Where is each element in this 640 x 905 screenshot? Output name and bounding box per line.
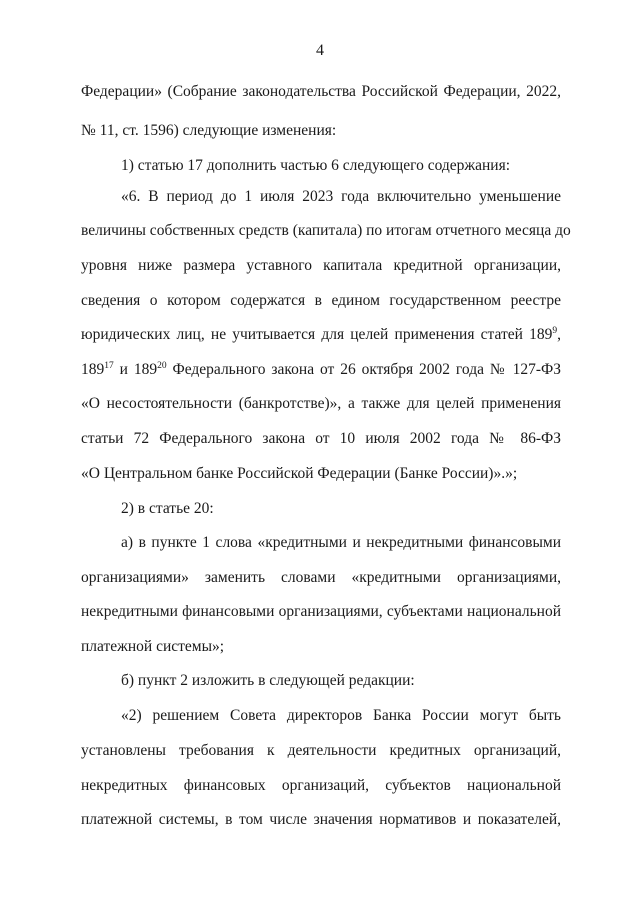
text-line: некредитными финансовыми организациями, субъектами национальной <box>81 603 561 620</box>
quoted-text-line: некредитных финансовых организаций, субъектов национальной <box>81 777 561 794</box>
quoted-text-line: уровня ниже размера уставного капитала кредитной организации, <box>81 257 561 274</box>
quoted-text-line: статьи 72 Федерального закона от 10 июля 2002 года № 86-ФЗ <box>81 430 561 447</box>
text-line: Федерации» (Собрание законодательства Российской Федерации, 2022, <box>81 83 561 100</box>
list-item-1: 1) статью 17 дополнить частью 6 следующего содержания: <box>121 157 511 174</box>
quoted-text-line: установлены требования к деятельности кредитных организаций, <box>81 742 561 759</box>
quoted-text-line: $189^{17}$ и $189^{20}$ Федерального закона от 26 октября 2002 года № 127-ФЗ <box>81 361 561 378</box>
quoted-text-line: «О Центральном банке Российской Федерации (Банке России)».»; <box>81 465 518 482</box>
quoted-text-line: величины собственных средств (капитала) по итогам отчетного месяца до <box>81 222 571 239</box>
text-line: № 11, ст. 1596) следующие изменения: <box>81 122 337 139</box>
list-item-2: 2) в статье 20: <box>121 500 214 517</box>
page-number: 4 <box>316 42 324 59</box>
quoted-text-line: сведения о котором содержатся в едином государственном реестре <box>81 292 561 309</box>
quoted-text-line: «6. В период до 1 июля 2023 года включительно уменьшение <box>121 188 561 205</box>
quoted-text-line: платежной системы, в том числе значения нормативов и показателей, <box>81 811 561 828</box>
quoted-text-line: «2) решением Совета директоров Банка России могут быть <box>121 707 561 724</box>
sub-item-a: а) в пункте 1 слова «кредитными и некредитными финансовыми <box>121 534 561 551</box>
quoted-text-line: юридических лиц, не учитывается для целей применения статей $189^9$, <box>81 326 561 343</box>
text-line: организациями» заменить словами «кредитными организациями, <box>81 569 561 586</box>
quoted-text-line: «О несостоятельности (банкротстве)», а также для целей применения <box>81 395 561 412</box>
sub-item-b: б) пункт 2 изложить в следующей редакции: <box>121 672 415 689</box>
text-line: платежной системы»; <box>81 638 225 655</box>
